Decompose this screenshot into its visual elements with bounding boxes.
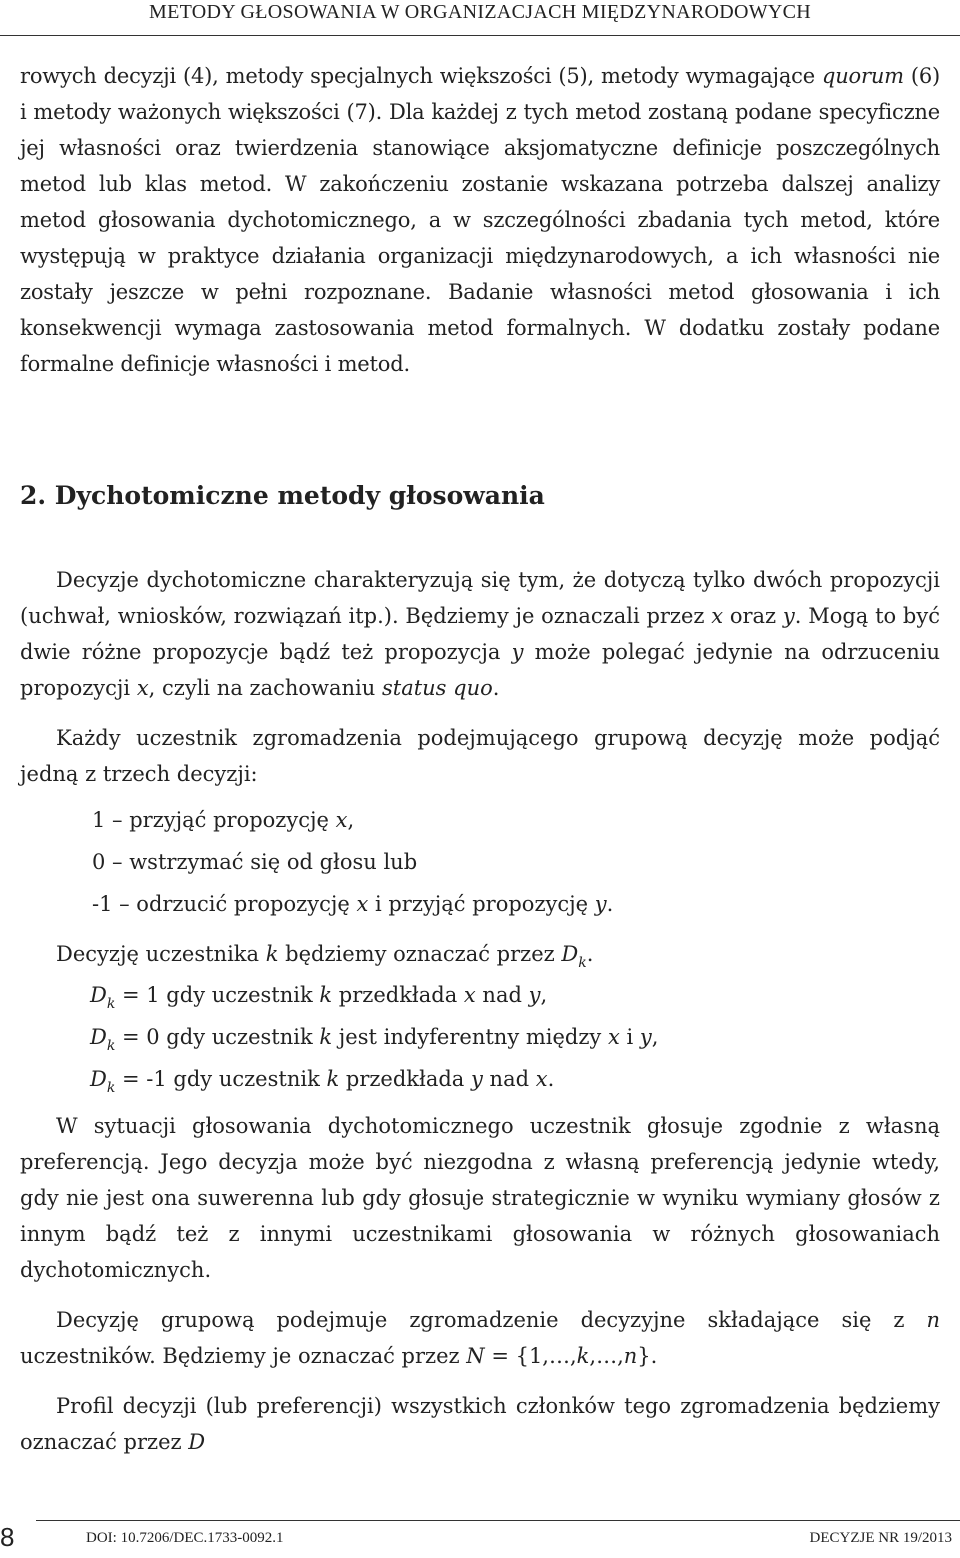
text: = {1,…, <box>484 1344 577 1368</box>
doi: DOI: 10.7206/DEC.1733-0092.1 <box>86 1530 284 1546</box>
definition-line <box>20 974 940 1016</box>
var: k <box>265 942 279 966</box>
paragraph-dichotomic <box>20 562 940 706</box>
text: = 0 gdy uczestnik <box>115 1025 320 1049</box>
var: D <box>561 942 579 966</box>
var: y <box>782 604 795 628</box>
var: x <box>711 604 724 628</box>
var: x <box>463 983 476 1007</box>
var: x <box>356 892 369 916</box>
var: x <box>535 1067 548 1091</box>
decision-definition <box>20 934 940 974</box>
section-body <box>20 562 940 1460</box>
var: D <box>90 1067 107 1091</box>
var: y <box>471 1067 483 1091</box>
intro-paragraph <box>20 58 940 382</box>
paragraph-group-decision <box>20 1302 940 1374</box>
running-title: METODY GŁOSOWANIA W ORGANIZACJACH MIĘDZYNARODOWYCH <box>148 1 812 23</box>
var: N <box>466 1344 485 1368</box>
var: D <box>90 1025 107 1049</box>
text: , czyli na zachowaniu <box>148 676 382 700</box>
footer-rule <box>36 1520 960 1521</box>
subscript: k <box>106 1080 116 1096</box>
var: y <box>511 640 524 664</box>
subscript: k <box>106 1038 116 1054</box>
var: k <box>326 1067 340 1091</box>
definition-line <box>20 1058 940 1100</box>
paragraph-voting: W sytuacji głosowania dychotomicznego uczestnik głosuje zgodnie z własną preferencją. Jego decyzja może być niezgodna z własną preferencją jedynie wtedy, gdy nie jest ona suwerenna lub gdy głosuje strategicznie w wyniku wymiany głosów z innym bądź też z innymi uczestnikami głosowania w różnych głosowaniach dychotomicznych. <box>20 1114 940 1282</box>
var: x <box>607 1025 620 1049</box>
text: Profil decyzji (lub preferencji) wszystkich członków tego zgromadzenia będziemy oznaczać przez <box>20 1394 940 1454</box>
text: Decyzje dychotomiczne charakteryzują się tym, że dotyczą tylko dwóch propozycji (uchwał, wniosków, rozwiązań itp.). Będziemy je oznaczali przez <box>20 568 940 628</box>
list-item <box>20 884 940 924</box>
subscript: k <box>106 996 116 1012</box>
text: jest indyferentny między <box>332 1025 608 1049</box>
text: Decyzję uczestnika <box>56 942 266 966</box>
var: n <box>926 1308 940 1332</box>
text: ,…, <box>589 1344 624 1368</box>
running-header <box>0 0 960 36</box>
var: D <box>90 983 107 1007</box>
text: 1 – przyjąć propozycję <box>92 808 336 832</box>
text: i <box>619 1025 640 1049</box>
text: uczestników. Będziemy je oznaczać przez <box>20 1344 467 1368</box>
text: }. <box>637 1344 658 1368</box>
text: oraz <box>723 604 783 628</box>
page-number: 8 <box>0 1522 15 1552</box>
text: . <box>606 892 614 916</box>
text: , <box>540 983 548 1007</box>
list-item <box>20 842 940 882</box>
text: . Mogą to być dwie różne propozycje bądź też propozycja <box>20 604 940 664</box>
text: przedkłada <box>332 983 464 1007</box>
var: x <box>136 676 149 700</box>
page-footer <box>0 1520 960 1558</box>
var: D <box>188 1430 206 1454</box>
var: k <box>319 1025 333 1049</box>
paragraph-profile <box>20 1388 940 1460</box>
var: k <box>576 1344 590 1368</box>
text: = 1 gdy uczestnik <box>115 983 320 1007</box>
definition-line <box>20 1016 940 1058</box>
var: y <box>639 1025 652 1049</box>
var: k <box>319 983 333 1007</box>
text: nad <box>482 1067 536 1091</box>
intro-block <box>20 58 940 382</box>
text: będziemy oznaczać przez <box>278 942 562 966</box>
text: rowych decyzji (4), metody specjalnych większości (5), metody wymagające <box>20 64 822 88</box>
text: i przyjąć propozycję <box>368 892 595 916</box>
text: nad <box>475 983 529 1007</box>
italic-term: status quo <box>381 676 493 700</box>
var: y <box>594 892 607 916</box>
list-item <box>20 800 940 840</box>
text: (6) i metody ważonych większości (7). Dla każdej z tych metod zostaną podane specyficzne jej własności oraz twierdzenia stanowiące aksjomatyczne definicje poszczególnych metod lub klas metod. W zakończeniu zostanie wskazana potrzeba dalszej analizy metod głosowania dychotomicznego, a w szczególności zbadania tych metod, które występują w praktyce działania organizacji międzynarodowych, a ich własności nie zostały jeszcze w pełni rozpoznane. Badanie własności metod głosowania i ich konsekwencji wymaga zastosowania metod formalnych. W dodatku zostały podane formalne definicje własności i metod. <box>20 64 941 376</box>
subscript: k <box>578 955 587 971</box>
text: przedkłada <box>339 1067 471 1091</box>
text: , <box>347 808 355 832</box>
text: . <box>586 942 594 966</box>
section-heading: 2. Dychotomiczne metody głosowania <box>20 481 545 510</box>
text: . <box>547 1067 555 1091</box>
journal-issue: DECYZJE NR 19/2013 <box>809 1530 952 1546</box>
var: y <box>528 983 541 1007</box>
text: -1 – odrzucić propozycję <box>92 892 357 916</box>
paragraph-participant: Każdy uczestnik zgromadzenia podejmującego grupową decyzję może podjąć jedną z trzech decyzji: <box>20 726 940 786</box>
text: może polegać jedynie na odrzuceniu propozycji <box>20 640 941 700</box>
var: x <box>335 808 348 832</box>
text: = -1 gdy uczestnik <box>115 1067 327 1091</box>
text: Decyzję grupową podejmuje zgromadzenie decyzyjne składające się z <box>56 1308 927 1332</box>
italic-term: quorum <box>821 64 904 88</box>
text: , <box>651 1025 659 1049</box>
var: n <box>623 1344 638 1368</box>
text: 0 – wstrzymać się od głosu lub <box>92 850 418 874</box>
text: . <box>492 676 500 700</box>
